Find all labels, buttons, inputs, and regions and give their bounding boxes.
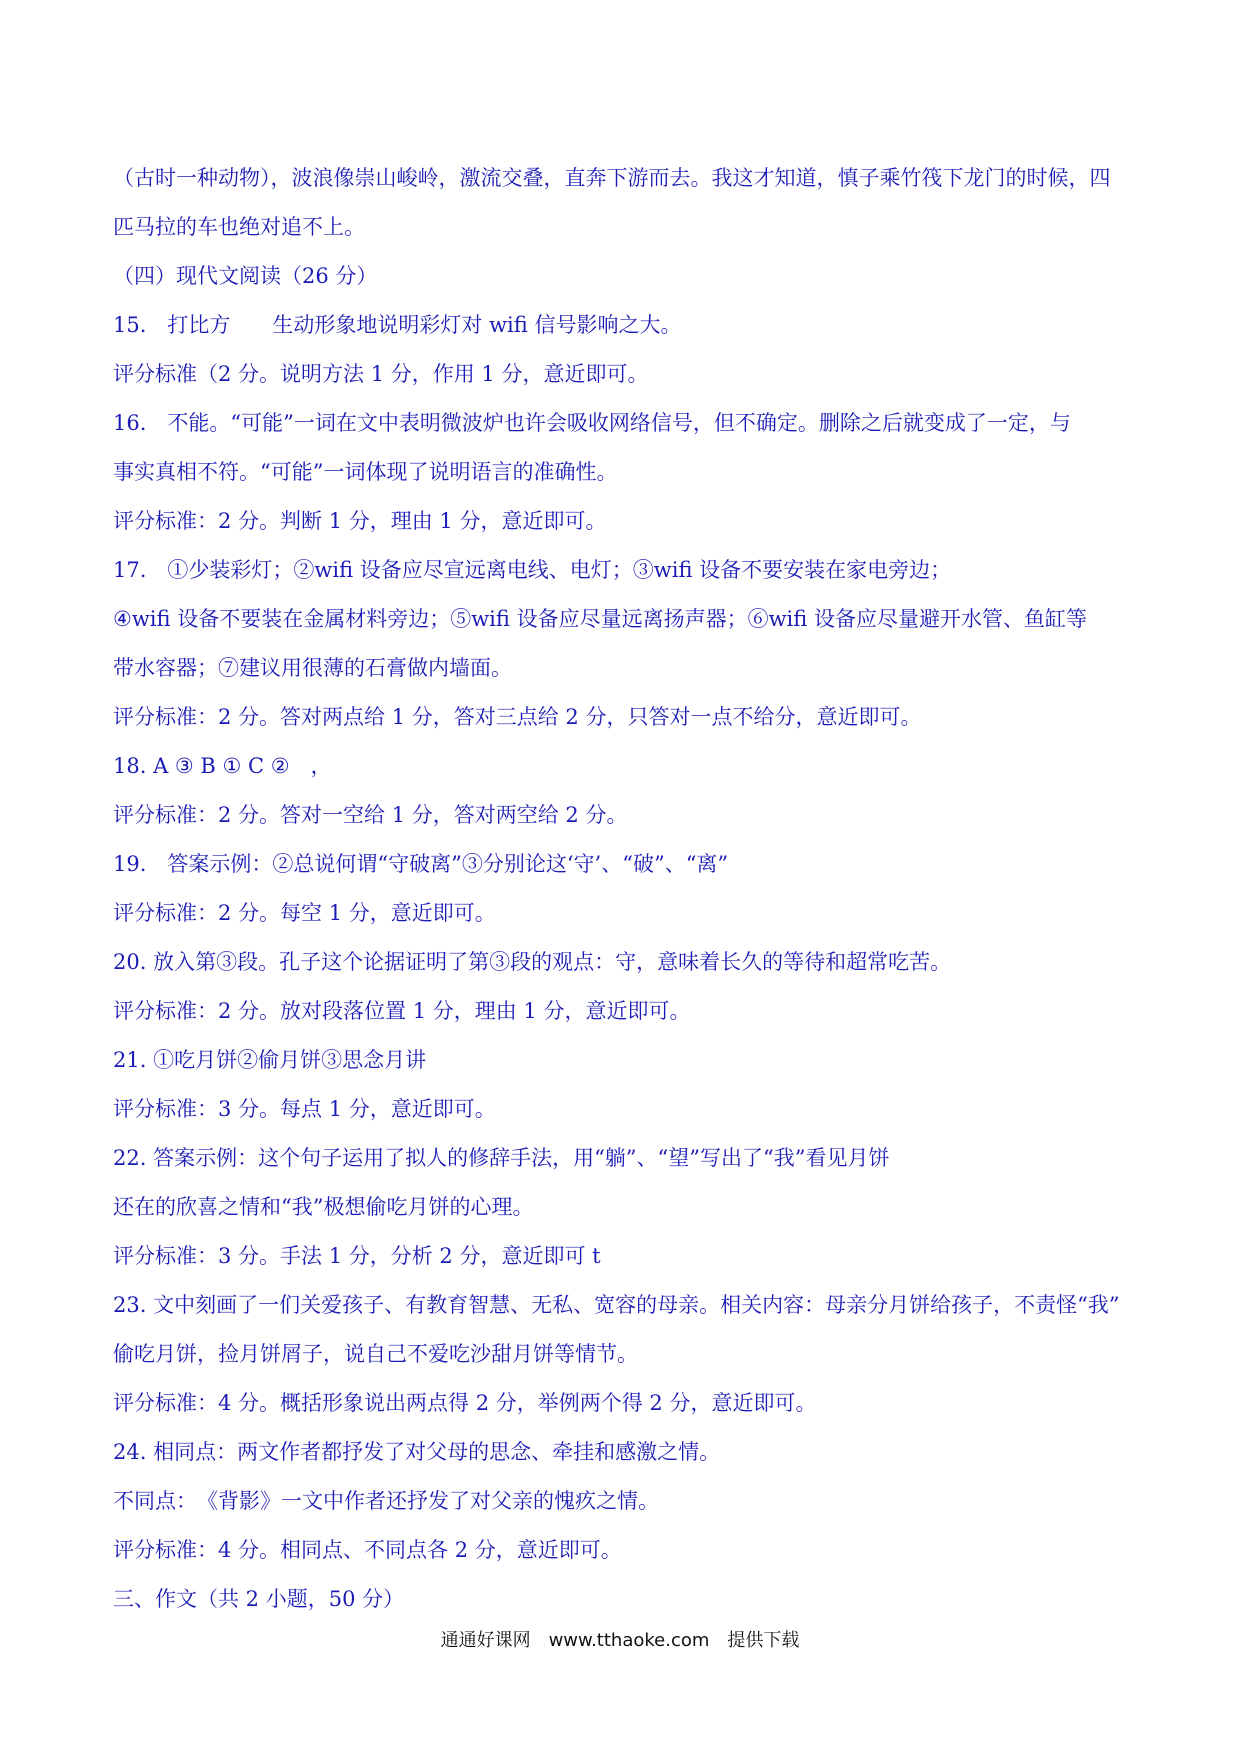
answer-20: 20. 放入第③段。孔子这个论据证明了第③段的观点：守，意味着长久的等待和超常吃苦。 (113, 950, 952, 974)
answer-18: 18. A ③ B ① C ② ， (113, 754, 332, 778)
answer-22: 22. 答案示例：这个句子运用了拟人的修辞手法，用“躺”、“望”写出了“我”看见月饼 (113, 1146, 890, 1170)
section-heading: 三、作文（共 2 小题，50 分） (113, 1587, 405, 1611)
scoring-standard: 评分标准：2 分。答对两点给 1 分，答对三点给 2 分，只答对一点不给分，意近即可。 (113, 705, 922, 729)
answer-16: 16. 不能。“可能”一词在文中表明微波炉也许会吸收网络信号，但不确定。删除之后就变成了一定，与 (113, 411, 1071, 435)
scoring-standard: 评分标准（2 分。说明方法 1 分，作用 1 分，意近即可。 (113, 362, 649, 386)
scoring-standard: 评分标准：3 分。每点 1 分，意近即可。 (113, 1097, 496, 1121)
scoring-standard: 评分标准：4 分。相同点、不同点各 2 分，意近即可。 (113, 1538, 622, 1562)
answer-24: 24. 相同点：两文作者都抒发了对父母的思念、牵挂和感激之情。 (113, 1440, 721, 1464)
page-footer: 通通好课网 www.tthaoke.com 提供下载 (440, 1630, 800, 1651)
text-line: 不同点： 《背影》一文中作者还抒发了对父亲的愧疚之情。 (113, 1489, 659, 1513)
text-line: 匹马拉的车也绝对追不上。 (113, 215, 365, 239)
scoring-standard: 评分标准：2 分。答对一空给 1 分，答对两空给 2 分。 (113, 803, 628, 827)
text-line: 带水容器；⑦建议用很薄的石膏做内墙面。 (113, 656, 512, 680)
text-line: 偷吃月饼，捡月饼屑子，说自己不爱吃沙甜月饼等情节。 (113, 1342, 638, 1366)
answer-19: 19. 答案示例：②总说何谓“守破离”③分别论这‘守’、“破”、“离” (113, 852, 729, 876)
scoring-standard: 评分标准：2 分。放对段落位置 1 分，理由 1 分，意近即可。 (113, 999, 691, 1023)
scoring-standard: 评分标准：4 分。概括形象说出两点得 2 分，举例两个得 2 分，意近即可。 (113, 1391, 817, 1415)
text-line: ④wifi 设备不要装在金属材料旁边；⑤wifi 设备应尽量远离扬声器；⑥wifi 设备应尽量避开水管、鱼缸等 (113, 607, 1087, 631)
answer-15: 15. 打比方 生动形象地说明彩灯对 wifi 信号影响之大。 (113, 313, 682, 337)
scoring-standard: 评分标准：2 分。每空 1 分，意近即可。 (113, 901, 496, 925)
answer-17: 17. ①少装彩灯；②wifi 设备应尽宣远离电线、电灯；③wifi 设备不要安装在家电旁边； (113, 558, 952, 582)
text-line: 还在的欣喜之情和“我”极想偷吃月饼的心理。 (113, 1195, 534, 1219)
scoring-standard: 评分标准：3 分。手法 1 分，分析 2 分，意近即可 t (113, 1244, 601, 1268)
answer-23: 23. 文中刻画了一们关爱孩子、有教育智慧、无私、宽容的母亲。相关内容：母亲分月饼给孩子，不责怪“我” (113, 1293, 1120, 1317)
text-line: （古时一种动物），波浪像崇山峻岭，激流交叠，直奔下游而去。我这才知道，慎子乘竹筏下龙门的时候，四 (113, 166, 1111, 190)
answer-21: 21. ①吃月饼②偷月饼③思念月讲 (113, 1048, 427, 1072)
text-line: 事实真相不符。“可能”一词体现了说明语言的准确性。 (113, 460, 618, 484)
section-heading: （四）现代文阅读（26 分） (113, 264, 378, 288)
answer-key-content (113, 154, 1143, 1624)
scoring-standard: 评分标准：2 分。判断 1 分，理由 1 分，意近即可。 (113, 509, 607, 533)
